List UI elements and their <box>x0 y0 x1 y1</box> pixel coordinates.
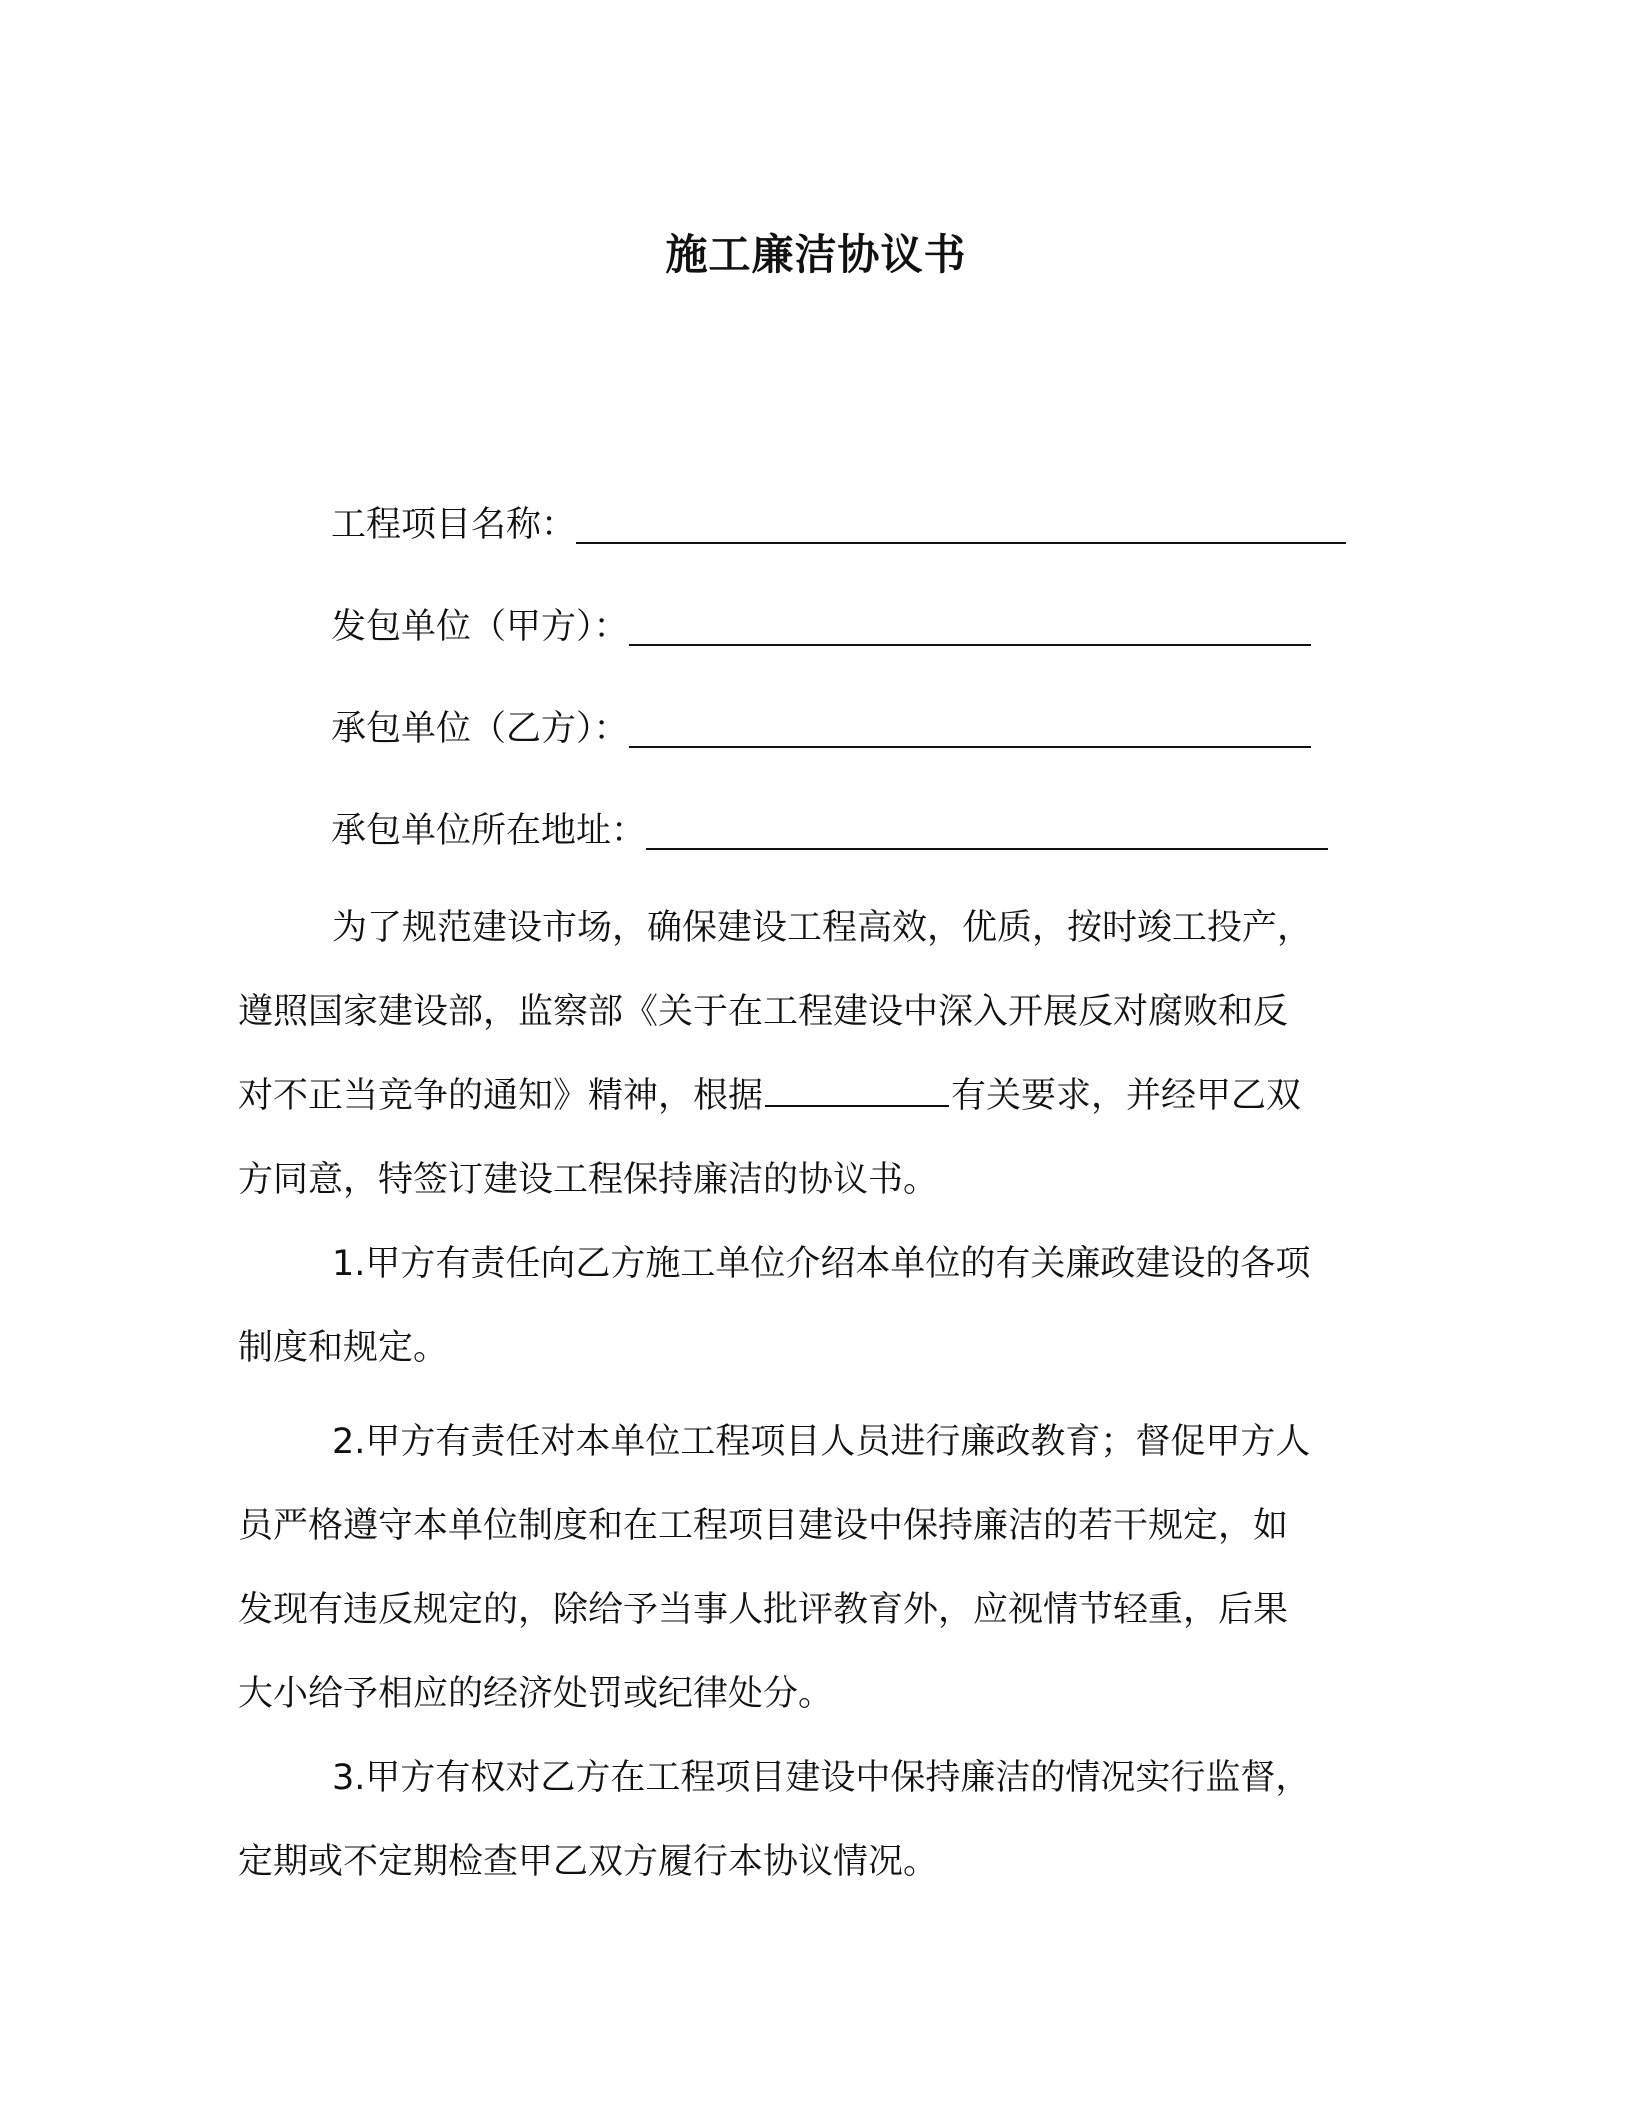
project-name-label: 工程项目名称： <box>331 505 577 545</box>
clause-1 <box>238 1222 1358 1390</box>
clause-line: 3.甲方有权对乙方在工程项目建设中保持廉洁的情况实行监督， <box>332 1758 1311 1798</box>
party-a-field <box>331 602 1311 652</box>
party-a-blank <box>629 604 1311 646</box>
preamble-text: 对不正当竞争的通知》精神，根据 <box>238 1076 764 1116</box>
preamble-line: 方同意，特签订建设工程保持廉洁的协议书。 <box>238 1160 939 1200</box>
party-a-label: 发包单位（甲方）： <box>331 607 629 647</box>
preamble-line: 为了规范建设市场，确保建设工程高效，优质，按时竣工投产， <box>332 908 1313 948</box>
clause-line: 定期或不定期检查甲乙双方履行本协议情况。 <box>238 1842 939 1882</box>
clause-line: 2.甲方有责任对本单位工程项目人员进行廉政教育；督促甲方人 <box>332 1422 1311 1462</box>
clause-2 <box>238 1400 1358 1736</box>
project-name-field <box>331 500 1346 550</box>
clause-line: 制度和规定。 <box>238 1328 449 1368</box>
party-b-label: 承包单位（乙方）： <box>331 709 629 749</box>
preamble-text: 有关要求，并经甲乙双 <box>951 1076 1302 1116</box>
clause-line: 发现有违反规定的，除给予当事人批评教育外，应视情节轻重，后果 <box>238 1590 1289 1630</box>
preamble-paragraph <box>238 886 1358 1222</box>
party-b-field <box>331 704 1311 754</box>
clause-3 <box>238 1736 1358 1904</box>
party-b-address-blank <box>646 808 1328 850</box>
clause-line: 大小给予相应的经济处罚或纪律处分。 <box>238 1674 834 1714</box>
party-b-blank <box>629 706 1311 748</box>
party-b-address-label: 承包单位所在地址： <box>331 811 647 851</box>
project-name-blank <box>576 502 1346 544</box>
clause-line: 1.甲方有责任向乙方施工单位介绍本单位的有关廉政建设的各项 <box>332 1244 1311 1284</box>
basis-blank <box>765 1069 949 1107</box>
document-title: 施工廉洁协议书 <box>665 230 967 279</box>
clause-line: 员严格遵守本单位制度和在工程项目建设中保持廉洁的若干规定，如 <box>238 1506 1289 1546</box>
party-b-address-field <box>331 806 1328 856</box>
preamble-line: 遵照国家建设部，监察部《关于在工程建设中深入开展反对腐败和反 <box>238 992 1289 1032</box>
preamble-line <box>238 1054 1358 1138</box>
